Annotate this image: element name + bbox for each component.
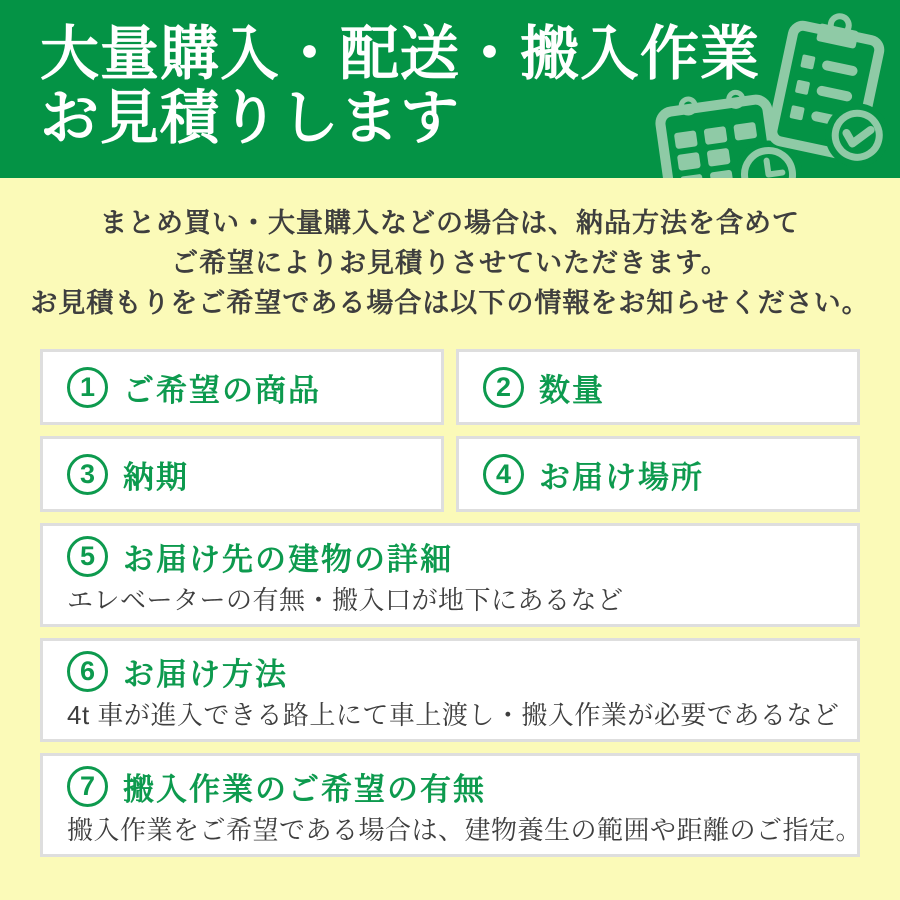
info-box-title: 納期: [123, 459, 189, 495]
intro-line3: お見積もりをご希望である場合は以下の情報をお知らせください。: [30, 288, 870, 318]
info-row-1: [40, 349, 860, 425]
info-box-title: 搬入作業のご希望の有無: [123, 772, 486, 808]
info-box-title: お届け場所: [539, 459, 704, 495]
number-badge-1: 1: [67, 367, 108, 408]
info-box-delivery-method: [40, 638, 860, 742]
intro-line2: ご希望によりお見積りさせていただきます。: [171, 248, 729, 278]
intro-text: [0, 203, 900, 323]
info-box-desired-products: [40, 349, 444, 425]
number-badge-4: 4: [483, 454, 524, 495]
info-box-title: お届け先の建物の詳細: [123, 542, 453, 578]
content-area: [0, 178, 900, 900]
number-badge-3: 3: [67, 454, 108, 495]
clipboard-check-icon: [762, 10, 892, 170]
info-box-delivery-date: [40, 436, 444, 512]
page-title-line1: 大量購入・配送・搬入作業: [40, 21, 761, 87]
number-badge-6: 6: [67, 651, 108, 692]
info-box-building-details: [40, 523, 860, 627]
intro-line1: まとめ買い・大量購入などの場合は、納品方法を含めて: [100, 208, 800, 238]
info-box-title: ご希望の商品: [123, 372, 321, 408]
number-badge-5: 5: [67, 536, 108, 577]
info-box-title: 数量: [539, 372, 605, 408]
info-box-description: エレベーターの有無・搬入口が地下にあるなど: [67, 585, 624, 616]
info-box-carry-in-request: [40, 753, 863, 857]
info-grid: [40, 349, 863, 857]
info-box-delivery-location: [456, 436, 860, 512]
info-box-description: 搬入作業をご希望である場合は、建物養生の範囲や距離のご指定。: [67, 815, 863, 846]
number-badge-7: 7: [67, 766, 108, 807]
info-row-2: [40, 436, 860, 512]
info-box-title: お届け方法: [123, 657, 288, 693]
info-box-description: 4t 車が進入できる路上にて車上渡し・搬入作業が必要であるなど: [67, 700, 840, 731]
info-box-quantity: [456, 349, 860, 425]
page-title-line2: お見積りします: [40, 85, 461, 151]
header-banner: [0, 0, 900, 178]
number-badge-2: 2: [483, 367, 524, 408]
